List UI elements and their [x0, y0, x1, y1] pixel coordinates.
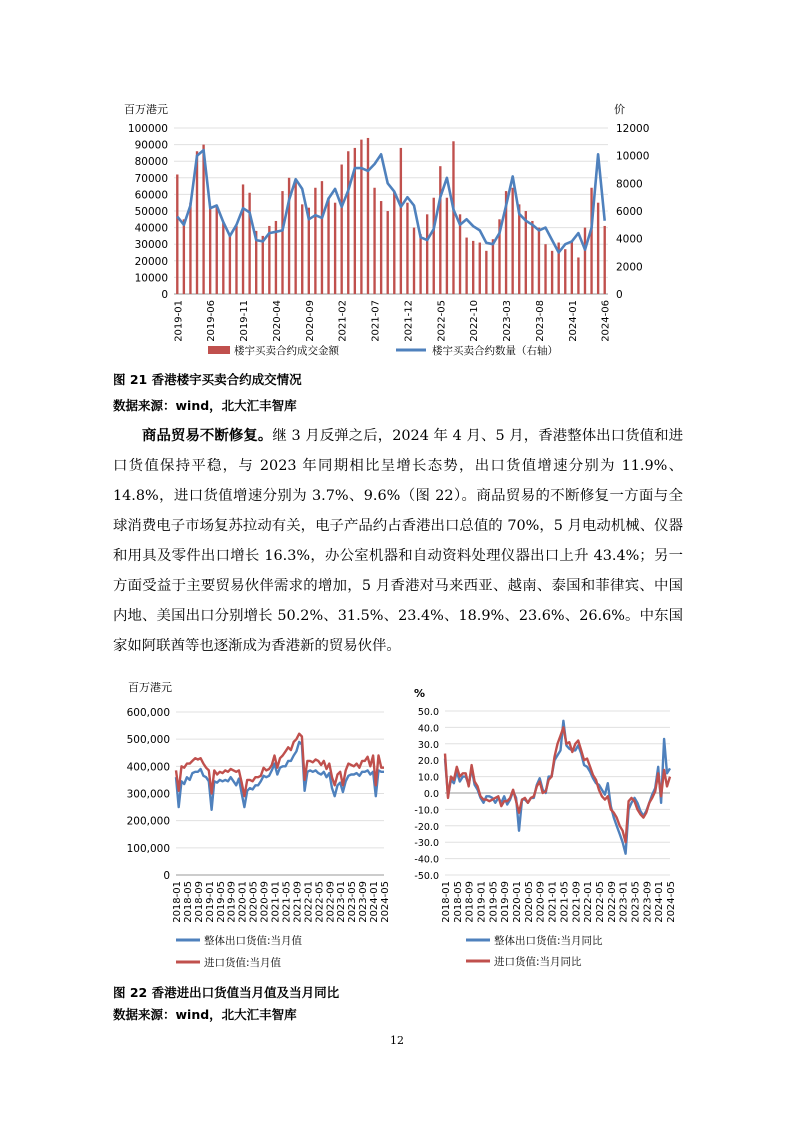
fig21-bar: [367, 138, 369, 294]
fig21-bar: [465, 238, 467, 294]
fig21-bar: [413, 228, 415, 294]
fig22-right-legend-import-label: 进口货值:当月同比: [494, 956, 582, 968]
figure-21-caption: 图 21 香港楼宇买卖合约成交情况: [113, 372, 302, 387]
fig22-right-y-tick: -20.0: [414, 821, 439, 833]
fig21-bar: [248, 193, 250, 294]
fig22-left-y-tick: 200,000: [126, 815, 170, 828]
fig21-x-tick: 2021-07: [370, 300, 382, 342]
fig21-bar: [262, 236, 264, 294]
fig21-x-tick: 2019-01: [173, 300, 185, 342]
fig21-bar: [571, 241, 573, 294]
fig22-right-lines: [445, 721, 670, 854]
fig21-bar: [459, 214, 461, 294]
fig21-left-tick: 0: [161, 289, 168, 301]
fig22-right-x-tick: 2021-09: [571, 881, 583, 923]
fig22-right-x-tick: 2024-05: [666, 881, 677, 923]
fig21-x-tick: 2020-04: [271, 300, 283, 342]
fig21-bar: [590, 188, 592, 294]
body-paragraph: [113, 421, 683, 661]
fig21-legend-bar-swatch: [208, 346, 230, 354]
fig21-left-tick: 70000: [134, 172, 168, 185]
fig22-left-y-tick: 400,000: [126, 761, 170, 774]
fig21-right-tick: 8000: [616, 178, 643, 191]
fig21-right-tick: 12000: [616, 123, 650, 135]
fig21-x-tick: 2022-05: [436, 300, 448, 342]
fig22-left-x-tick: 2022-01: [303, 881, 315, 923]
fig22-left-grid: [176, 712, 384, 875]
fig21-right-tick: 2000: [616, 261, 643, 274]
figure-21-source: 数据来源：wind，北大汇丰智库: [113, 398, 297, 413]
fig21-left-axis: [128, 123, 168, 301]
fig22-left-x-tick: 2019-09: [226, 881, 238, 923]
fig21-bar: [597, 203, 599, 294]
fig22-left-x-tick: 2021-05: [281, 881, 293, 923]
fig21-bar: [321, 181, 323, 294]
fig21-line: [177, 150, 604, 252]
fig22-left-y-axis: [127, 707, 170, 882]
fig22-left-y-tick: 600,000: [126, 707, 170, 719]
fig22-right-x-tick: 2018-01: [441, 881, 452, 923]
fig21-left-tick: 40000: [134, 222, 168, 235]
fig21-bar: [176, 174, 178, 294]
fig21-bar: [419, 234, 421, 294]
fig22-right-y-tick: 20.0: [417, 756, 439, 768]
fig21-x-tick: 2021-02: [337, 300, 349, 342]
fig22-left-y-tick: 500,000: [126, 734, 170, 747]
fig21-left-tick: 30000: [134, 239, 168, 252]
fig21-bar: [314, 188, 316, 294]
fig22-left-y-tick: 0: [163, 870, 170, 882]
fig21-bar: [531, 221, 533, 294]
fig21-x-tick: 2021-12: [403, 300, 415, 342]
fig22-left-lines: [176, 734, 384, 810]
fig21-bar: [380, 201, 382, 294]
fig21-bar: [544, 244, 546, 294]
fig21-bar: [485, 251, 487, 294]
fig21-series-line: [177, 150, 604, 252]
fig22-right-x-tick: 2021-05: [559, 881, 571, 923]
fig22-right-x-tick: 2023-01: [618, 881, 630, 923]
fig22-right-y-tick: 50.0: [417, 707, 439, 718]
fig21-bar: [551, 251, 553, 294]
fig22-left-x-tick: 2020-01: [237, 881, 249, 923]
fig22-right-series-line: [445, 727, 670, 842]
fig22-right-y-tick: 0.0: [423, 789, 439, 800]
fig21-bar: [584, 228, 586, 294]
fig22-right-x-tick: 2018-09: [464, 881, 476, 923]
fig22-left-x-tick: 2024-01: [369, 881, 381, 923]
fig21-right-tick: 6000: [616, 206, 643, 218]
fig21-bar: [229, 234, 231, 294]
fig22-right-x-tick: 2020-05: [523, 881, 535, 923]
fig21-gridlines: [174, 128, 608, 294]
fig21-bar: [564, 249, 566, 294]
fig22-left-y-tick: 300,000: [126, 788, 170, 801]
fig21-bar: [479, 243, 481, 294]
fig22-left-legend-import-label: 进口货值:当月值: [204, 957, 282, 969]
fig21-right-axis: [616, 123, 649, 301]
fig22-left-x-tick: 2019-01: [204, 881, 216, 923]
fig22-right-y-tick: 30.0: [417, 739, 439, 751]
fig21-bar: [334, 203, 336, 294]
fig21-bar: [577, 257, 579, 294]
fig22-left-x-axis: [172, 881, 391, 923]
figure-21-chart: [0, 0, 794, 370]
fig21-bar: [492, 239, 494, 294]
fig21-left-tick: 100000: [127, 123, 168, 135]
fig21-left-tick: 90000: [134, 139, 168, 152]
fig22-left-x-tick: 2024-05: [380, 881, 391, 923]
fig22-right-legend-export-label: 整体出口货值:当月同比: [494, 935, 603, 947]
fig22-left-x-tick: 2021-09: [292, 881, 304, 923]
fig22-right-x-tick: 2022-09: [606, 881, 618, 923]
fig21-right-tick: 4000: [616, 233, 643, 246]
paragraph-lead: 商品贸易不断修复。: [142, 427, 273, 444]
fig22-left-x-tick: 2022-09: [325, 881, 337, 923]
fig22-left-x-tick: 2023-09: [358, 881, 370, 923]
fig21-right-tick: 0: [616, 289, 623, 301]
fig21-bar: [189, 203, 191, 294]
fig21-bar: [387, 211, 389, 294]
fig22-right-x-tick: 2022-05: [594, 881, 606, 923]
fig22-left-x-tick: 2018-09: [193, 881, 205, 923]
fig22-right-y-tick: -40.0: [414, 854, 439, 866]
fig21-bar: [511, 188, 513, 294]
figure-22-chart: [0, 678, 794, 978]
fig22-right-y-tick: 10.0: [417, 772, 439, 784]
fig22-left-x-tick: 2019-05: [215, 881, 227, 923]
fig22-right-unit: %: [414, 687, 426, 700]
fig21-bar: [183, 219, 185, 294]
fig22-left-x-tick: 2020-05: [248, 881, 260, 923]
fig22-left-x-tick: 2023-01: [336, 881, 348, 923]
fig22-right-x-tick: 2020-01: [512, 881, 524, 923]
fig21-right-unit: 价: [614, 103, 625, 116]
fig22-right-y-tick: 40.0: [417, 723, 439, 735]
fig22-left-unit: 百万港元: [128, 681, 172, 694]
fig22-right-x-tick: 2022-01: [583, 881, 595, 923]
fig22-right-y-tick: -10.0: [414, 805, 439, 817]
fig21-x-tick: 2020-09: [304, 300, 316, 342]
fig21-bar: [604, 226, 606, 294]
fig21-left-tick: 80000: [134, 156, 168, 169]
fig22-right-x-tick: 2019-09: [500, 881, 512, 923]
fig21-bar: [301, 204, 303, 294]
fig21-x-tick: 2022-10: [469, 300, 481, 342]
fig21-bar: [433, 198, 435, 294]
fig21-bar: [373, 188, 375, 294]
fig21-bar: [525, 211, 527, 294]
fig22-left-legend-export-label: 整体出口货值:当月值: [204, 935, 303, 947]
fig21-bar: [347, 151, 349, 294]
page-number: 12: [390, 1034, 404, 1047]
fig22-left-x-tick: 2022-05: [314, 881, 326, 923]
fig22-left-series-line: [176, 734, 384, 797]
fig21-bar: [426, 214, 428, 294]
fig21-bar: [518, 204, 520, 294]
fig21-bar: [308, 208, 310, 294]
fig21-legend-line-label: 楼宇买卖合约数量（右轴）: [432, 345, 558, 357]
fig22-right-x-tick: 2023-09: [642, 881, 654, 923]
fig22-right-x-tick: 2019-05: [488, 881, 500, 923]
fig21-x-tick: 2024-01: [567, 300, 579, 342]
fig21-bar: [472, 241, 474, 294]
fig21-bar: [216, 206, 218, 294]
fig22-right-y-tick: -50.0: [414, 871, 439, 882]
fig21-bar: [209, 208, 211, 294]
fig21-bar: [400, 148, 402, 294]
fig21-x-tick: 2023-08: [534, 300, 546, 342]
fig22-left-series-line: [176, 742, 384, 810]
fig21-bar: [235, 226, 237, 294]
fig21-right-tick: 10000: [616, 150, 650, 163]
fig21-bar: [538, 228, 540, 294]
fig21-left-tick: 20000: [134, 255, 168, 268]
fig21-bar: [281, 191, 283, 294]
fig22-left-x-tick: 2020-09: [259, 881, 271, 923]
fig21-x-tick: 2019-06: [206, 300, 218, 342]
fig22-left-x-tick: 2018-05: [182, 881, 194, 923]
fig22-right-x-tick: 2019-01: [476, 881, 488, 923]
fig22-right-x-tick: 2021-01: [547, 881, 559, 923]
fig21-x-axis: [173, 300, 611, 342]
fig21-bar: [294, 181, 296, 294]
paragraph-text: [113, 421, 683, 661]
fig22-right-x-tick: 2023-05: [630, 881, 642, 923]
fig21-bar: [439, 166, 441, 294]
fig22-right-x-tick: 2020-09: [535, 881, 547, 923]
fig21-bar: [452, 141, 454, 294]
fig22-left-y-tick: 100,000: [126, 842, 170, 855]
fig22-left-x-tick: 2021-01: [270, 881, 282, 923]
fig22-left-x-tick: 2023-05: [347, 881, 359, 923]
fig21-left-unit: 百万港元: [124, 103, 168, 116]
fig21-bar: [393, 191, 395, 294]
figure-22-caption: 图 22 香港进出口货值当月值及当月同比: [113, 985, 340, 1000]
fig21-x-tick: 2019-11: [239, 300, 251, 342]
fig21-x-tick: 2023-03: [502, 300, 514, 342]
fig21-bar: [242, 184, 244, 294]
fig21-left-tick: 60000: [134, 189, 168, 202]
fig21-x-tick: 2024-06: [600, 300, 612, 342]
fig22-right-y-tick: -30.0: [414, 838, 439, 850]
fig21-bar: [222, 223, 224, 294]
fig22-left-x-tick: 2018-01: [172, 881, 183, 923]
fig21-bar: [327, 198, 329, 294]
fig21-bar: [446, 198, 448, 294]
fig22-right-x-axis: [441, 881, 677, 923]
fig21-bar: [360, 140, 362, 294]
fig21-bar: [196, 151, 198, 294]
fig21-left-tick: 10000: [134, 272, 168, 285]
fig22-right-y-axis: [414, 707, 439, 882]
fig22-right-x-tick: 2024-01: [654, 881, 666, 923]
paragraph-body: 继 3 月反弹之后，2024 年 4 月、5 月，香港整体出口货值和进口货值保持平稳，与 2023 年同期相比呈增长态势，出口货值增速分别为 11.9%、14.8%，进口货值增速分别为 3.7%、9.6%（图 22）。商品贸易的不断修复一方面与全球消费电子市场复苏拉动有关，电子产品约占香港出口总值的 70%，5 月电动机械、仪器和用具及零件出口增长 16.3%，办公室机器和自动资料处理仪器出口上升 43.4%；另一方面受益于主要贸易伙伴需求的增加，5 月香港对马来西亚、越南、泰国和菲律宾、中国内地、美国出口分别增长 50.2%、31.5%、23.4%、18.9%、23.6%、26.6%。中东国家如阿联酋等也逐渐成为香港新的贸易伙伴。: [113, 428, 683, 654]
fig21-legend-bar-label: 楼宇买卖合约成交金额: [234, 345, 339, 357]
fig21-left-tick: 50000: [134, 206, 168, 218]
fig22-right-x-tick: 2018-05: [452, 881, 464, 923]
fig21-bar: [406, 203, 408, 294]
figure-22-source: 数据来源：wind，北大汇丰智库: [113, 1007, 297, 1022]
fig21-bar: [340, 165, 342, 294]
